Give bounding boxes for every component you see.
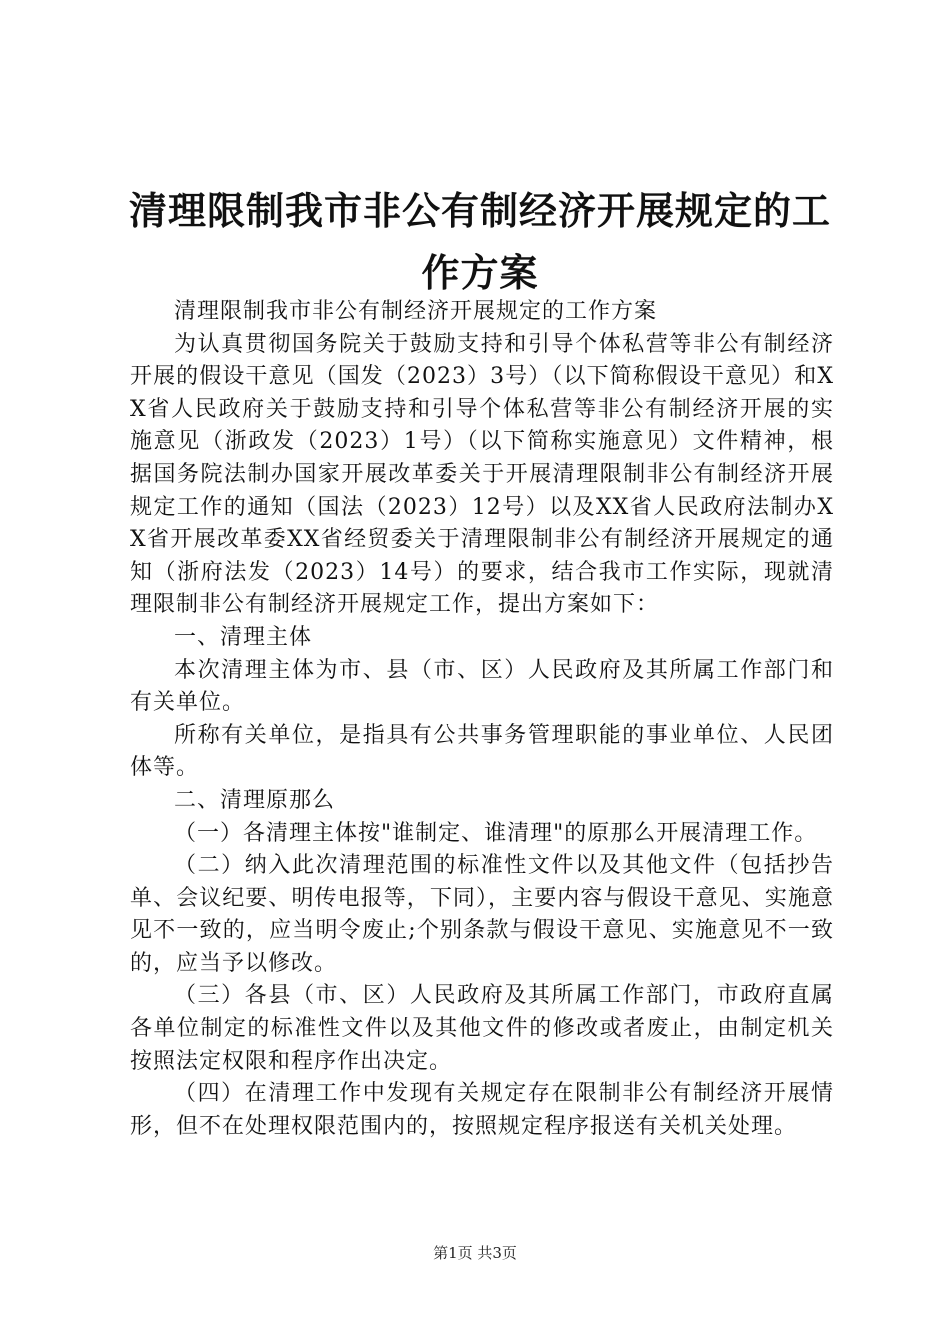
document-title: 清理限制我市非公有制经济开展规定的工作方案 [128, 188, 831, 295]
section-heading: 一、清理主体 [174, 624, 313, 650]
document-body [130, 296, 834, 1143]
paragraph: （二）纳入此次清理范围的标准性文件以及其他文件（包括抄告单、会议纪要、明传电报等，下同），主要内容与假设干意见、实施意见不一致的，应当明令废止;个别条款与假设干意见、实施意见不一致的，应当予以修改。 [130, 853, 834, 976]
page-footer: 第1页 共3页 [433, 1244, 517, 1262]
paragraph: （三）各县（市、区）人民政府及其所属工作部门，市政府直属各单位制定的标准性文件以及其他文件的修改或者废止，由制定机关按照法定权限和程序作出决定。 [130, 983, 834, 1074]
section-heading: 二、清理原那么 [174, 787, 336, 813]
paragraph: 所称有关单位，是指具有公共事务管理职能的事业单位、人民团体等。 [130, 722, 834, 781]
paragraph: 本次清理主体为市、县（市、区）人民政府及其所属工作部门和有关单位。 [130, 657, 834, 716]
paragraph: （四）在清理工作中发现有关规定存在限制非公有制经济开展情形，但不在处理权限范围内的，按照规定程序报送有关机关处理。 [130, 1081, 834, 1139]
paragraph: 清理限制我市非公有制经济开展规定的工作方案 [174, 299, 658, 324]
paragraph: 为认真贯彻国务院关于鼓励支持和引导个体私营等非公有制经济开展的假设干意见（国发（2023）3号）（以下简称假设干意见）和XX省人民政府关于鼓励支持和引导个体私营等非公有制经济开展的实施意见（浙政发（2023）1号）（以下简称实施意见）文件精神，根据国务院法制办国家开展改革委关于开展清理限制非公有制经济开展规定工作的通知（国法（2023）12号）以及XX省人民政府法制办XX省开展改革委XX省经贸委关于清理限制非公有制经济开展规定的通知（浙府法发（2023）14号）的要求，结合我市工作实际，现就清理限制非公有制经济开展规定工作，提出方案如下： [130, 331, 834, 618]
paragraph: （一）各清理主体按"谁制定、谁清理"的原那么开展清理工作。 [174, 820, 818, 846]
